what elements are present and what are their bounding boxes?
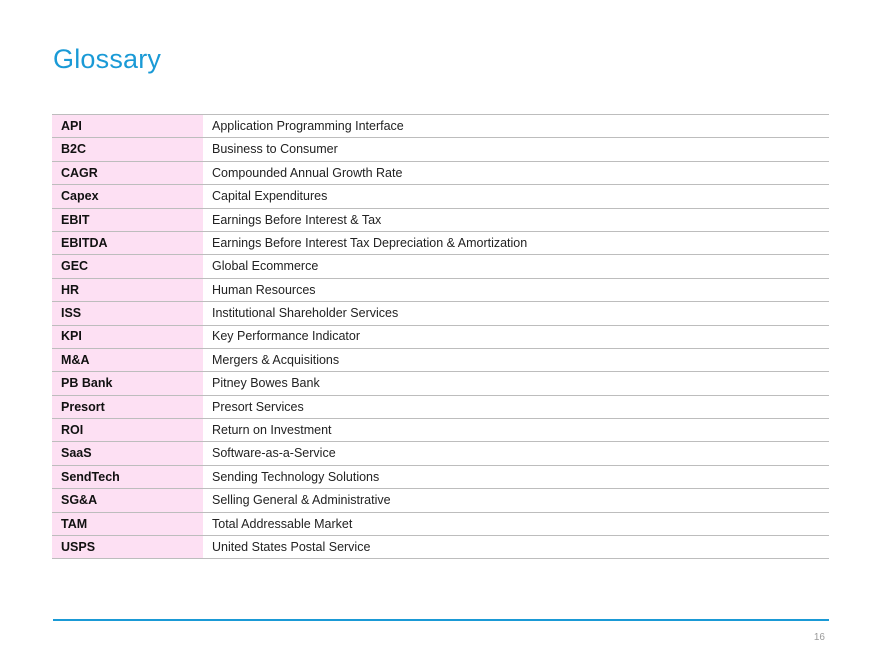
table-row	[52, 442, 829, 465]
glossary-term: SG&A	[52, 489, 203, 512]
glossary-definition: Earnings Before Interest Tax Depreciation & Amortization	[203, 231, 829, 254]
glossary-definition: Mergers & Acquisitions	[203, 348, 829, 371]
glossary-definition: United States Postal Service	[203, 536, 829, 559]
glossary-definition: Total Addressable Market	[203, 512, 829, 535]
glossary-definition: Sending Technology Solutions	[203, 465, 829, 488]
table-row	[52, 302, 829, 325]
glossary-definition: Presort Services	[203, 395, 829, 418]
glossary-definition: Business to Consumer	[203, 138, 829, 161]
glossary-definition: Human Resources	[203, 278, 829, 301]
table-row	[52, 348, 829, 371]
glossary-term: USPS	[52, 536, 203, 559]
glossary-definition: Earnings Before Interest & Tax	[203, 208, 829, 231]
table-row	[52, 231, 829, 254]
table-row	[52, 208, 829, 231]
glossary-definition: Pitney Bowes Bank	[203, 372, 829, 395]
table-row	[52, 115, 829, 138]
glossary-term: Presort	[52, 395, 203, 418]
glossary-definition: Return on Investment	[203, 419, 829, 442]
glossary-term: GEC	[52, 255, 203, 278]
glossary-definition: Software-as-a-Service	[203, 442, 829, 465]
glossary-definition: Global Ecommerce	[203, 255, 829, 278]
table-row	[52, 255, 829, 278]
glossary-table-body	[52, 115, 829, 559]
glossary-term: PB Bank	[52, 372, 203, 395]
glossary-term: SendTech	[52, 465, 203, 488]
table-row	[52, 465, 829, 488]
page-number: 16	[813, 632, 825, 643]
glossary-term: ROI	[52, 419, 203, 442]
glossary-definition: Compounded Annual Growth Rate	[203, 161, 829, 184]
glossary-term: HR	[52, 278, 203, 301]
glossary-term: KPI	[52, 325, 203, 348]
table-row	[52, 419, 829, 442]
glossary-term: CAGR	[52, 161, 203, 184]
table-row	[52, 185, 829, 208]
glossary-term: TAM	[52, 512, 203, 535]
glossary-term: ISS	[52, 302, 203, 325]
glossary-table	[52, 114, 829, 559]
glossary-term: Capex	[52, 185, 203, 208]
table-row	[52, 161, 829, 184]
glossary-term: SaaS	[52, 442, 203, 465]
glossary-definition: Institutional Shareholder Services	[203, 302, 829, 325]
table-row	[52, 278, 829, 301]
table-row	[52, 138, 829, 161]
table-row	[52, 512, 829, 535]
page-title: Glossary	[53, 44, 162, 74]
table-row	[52, 372, 829, 395]
glossary-term: M&A	[52, 348, 203, 371]
glossary-term: B2C	[52, 138, 203, 161]
table-row	[52, 489, 829, 512]
glossary-definition: Selling General & Administrative	[203, 489, 829, 512]
glossary-term: API	[52, 115, 203, 138]
glossary-definition: Key Performance Indicator	[203, 325, 829, 348]
table-row	[52, 395, 829, 418]
glossary-definition: Application Programming Interface	[203, 115, 829, 138]
footer-divider	[53, 619, 829, 621]
table-row	[52, 325, 829, 348]
table-row	[52, 536, 829, 559]
glossary-definition: Capital Expenditures	[203, 185, 829, 208]
glossary-term: EBIT	[52, 208, 203, 231]
glossary-term: EBITDA	[52, 231, 203, 254]
